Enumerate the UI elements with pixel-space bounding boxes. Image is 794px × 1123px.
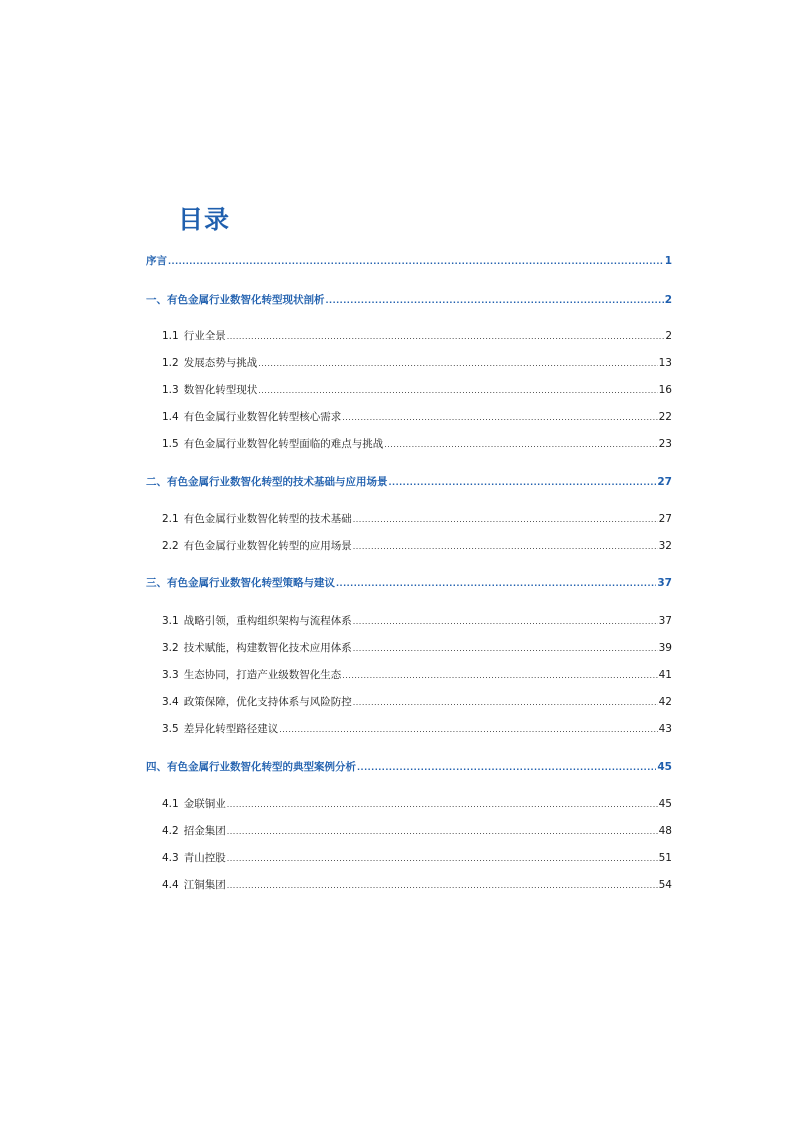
toc-entry-1-2[interactable]	[162, 355, 672, 371]
toc-page-number: 54	[658, 879, 672, 891]
dot-leader	[227, 851, 658, 867]
dot-leader	[326, 293, 664, 309]
dot-leader	[227, 329, 665, 345]
toc-page-number: 32	[658, 540, 672, 552]
toc-entry-3-3[interactable]	[162, 667, 672, 683]
toc-entry-text: 政策保障，优化支持体系与风险防控	[183, 696, 352, 708]
dot-leader	[353, 695, 658, 711]
toc-page-number: 39	[658, 642, 672, 654]
toc-entry-text: 三、有色金属行业数智化转型策略与建议	[146, 577, 335, 589]
toc-entry-preface[interactable]	[146, 253, 672, 269]
toc-page-number: 23	[658, 438, 672, 450]
toc-entry-text: 有色金属行业数智化转型的技术基础	[183, 513, 352, 525]
toc-page-number: 2	[664, 294, 672, 306]
toc-entry-text: 技术赋能，构建数智化技术应用体系	[183, 642, 352, 654]
toc-entry-text: 发展态势与挑战	[183, 357, 258, 369]
toc-entry-chapter-2[interactable]	[146, 474, 672, 490]
toc-entry-4-3[interactable]	[162, 850, 672, 866]
toc-entry-text: 有色金属行业数智化转型面临的难点与挑战	[183, 438, 384, 450]
toc-page-number: 22	[658, 411, 672, 423]
toc-page-number: 27	[657, 476, 672, 488]
dot-leader	[342, 410, 657, 426]
toc-page-number: 16	[658, 384, 672, 396]
dot-leader	[168, 254, 664, 270]
toc-section-number: 3.3	[162, 669, 179, 681]
toc-entry-1-5[interactable]	[162, 436, 672, 452]
toc-section-number: 3.1	[162, 615, 179, 627]
dot-leader	[357, 760, 656, 776]
toc-section-number: 2.1	[162, 513, 179, 525]
toc-page-number: 48	[658, 825, 672, 837]
toc-entry-3-1[interactable]	[162, 613, 672, 629]
dot-leader	[279, 722, 657, 738]
toc-entry-2-2[interactable]	[162, 538, 672, 554]
toc-entry-text: 序言	[146, 255, 167, 267]
dot-leader	[227, 797, 658, 813]
toc-page-number: 2	[665, 330, 672, 342]
toc-page-number: 37	[657, 577, 672, 589]
dot-leader	[353, 539, 658, 555]
toc-entry-text: 数智化转型现状	[183, 384, 258, 396]
toc-page-number: 45	[658, 798, 672, 810]
toc-entry-1-3[interactable]	[162, 382, 672, 398]
toc-entry-text: 有色金属行业数智化转型核心需求	[183, 411, 342, 423]
toc-section-number: 1.1	[162, 330, 179, 342]
toc-entry-4-1[interactable]	[162, 796, 672, 812]
toc-entry-1-1[interactable]	[162, 328, 672, 344]
toc-entry-4-2[interactable]	[162, 823, 672, 839]
dot-leader	[353, 614, 658, 630]
dot-leader	[389, 475, 657, 491]
toc-section-number: 1.2	[162, 357, 179, 369]
toc-page-number: 41	[658, 669, 672, 681]
toc-section-number: 3.2	[162, 642, 179, 654]
toc-section-number: 4.3	[162, 852, 179, 864]
toc-entry-text: 招金集团	[183, 825, 226, 837]
dot-leader	[353, 512, 658, 528]
toc-entry-text: 四、有色金属行业数智化转型的典型案例分析	[146, 761, 356, 773]
toc-entry-text: 二、有色金属行业数智化转型的技术基础与应用场景	[146, 476, 388, 488]
toc-entry-3-2[interactable]	[162, 640, 672, 656]
toc-entry-text: 一、有色金属行业数智化转型现状剖析	[146, 294, 325, 306]
toc-entry-3-5[interactable]	[162, 721, 672, 737]
dot-leader	[353, 641, 658, 657]
toc-page-number: 13	[658, 357, 672, 369]
toc-page-number: 42	[658, 696, 672, 708]
toc-entry-text: 战略引领，重构组织架构与流程体系	[183, 615, 352, 627]
toc-page-number: 37	[658, 615, 672, 627]
toc-entry-chapter-3[interactable]	[146, 575, 672, 591]
toc-entry-text: 差异化转型路径建议	[183, 723, 279, 735]
toc-entry-3-4[interactable]	[162, 694, 672, 710]
toc-page-number: 45	[657, 761, 672, 773]
toc-page-number: 43	[658, 723, 672, 735]
toc-page-number: 27	[658, 513, 672, 525]
toc-section-number: 1.3	[162, 384, 179, 396]
toc-entry-4-4[interactable]	[162, 877, 672, 893]
toc-entry-text: 生态协同，打造产业级数智化生态	[183, 669, 342, 681]
dot-leader	[384, 437, 657, 453]
toc-page-number: 1	[664, 255, 672, 267]
dot-leader	[227, 878, 658, 894]
toc-section-number: 4.1	[162, 798, 179, 810]
toc-entry-text: 有色金属行业数智化转型的应用场景	[183, 540, 352, 552]
toc-section-number: 1.4	[162, 411, 179, 423]
page-title: 目录	[178, 205, 231, 234]
toc-entry-text: 青山控股	[183, 852, 226, 864]
toc-section-number: 1.5	[162, 438, 179, 450]
dot-leader	[258, 356, 657, 372]
toc-entry-text: 江铜集团	[183, 879, 226, 891]
toc-entry-chapter-1[interactable]	[146, 292, 672, 308]
toc-section-number: 4.4	[162, 879, 179, 891]
dot-leader	[227, 824, 658, 840]
toc-entry-2-1[interactable]	[162, 511, 672, 527]
toc-entry-1-4[interactable]	[162, 409, 672, 425]
toc-entry-text: 金联铜业	[183, 798, 226, 810]
dot-leader	[336, 576, 656, 592]
toc-page-number: 51	[658, 852, 672, 864]
toc-entry-chapter-4[interactable]	[146, 759, 672, 775]
toc-section-number: 4.2	[162, 825, 179, 837]
toc-entry-text: 行业全景	[183, 330, 226, 342]
toc-section-number: 2.2	[162, 540, 179, 552]
dot-leader	[258, 383, 657, 399]
toc-section-number: 3.4	[162, 696, 179, 708]
toc-section-number: 3.5	[162, 723, 179, 735]
dot-leader	[342, 668, 657, 684]
